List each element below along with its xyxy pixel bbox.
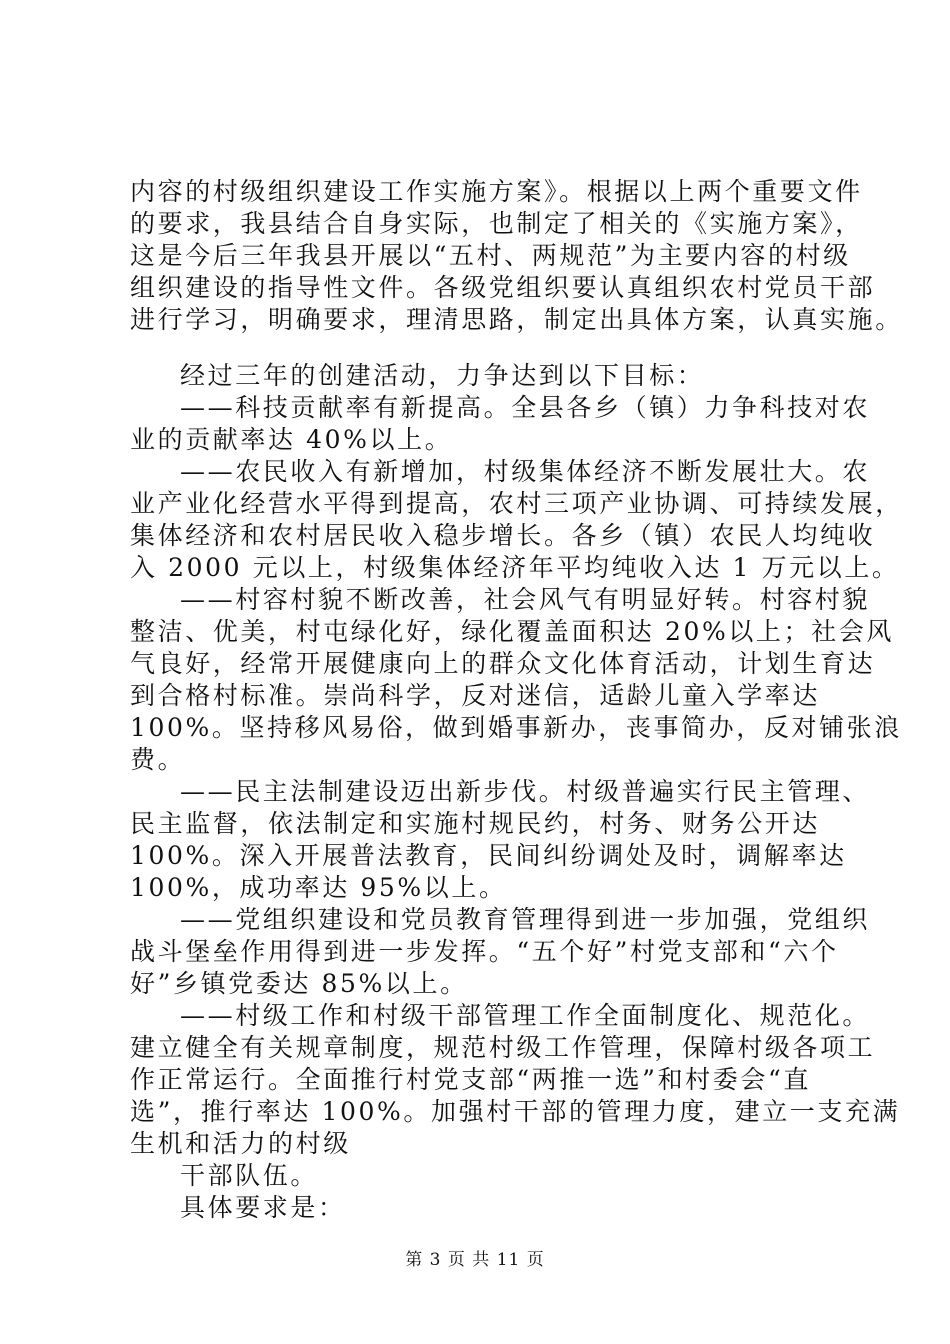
- goal-item-line: ——民主法制建设迈出新步伐。村级普遍实行民主管理、: [180, 777, 871, 806]
- body-text-line: 民主监督，依法制定和实施村规民约，村务、财务公开达: [130, 809, 821, 838]
- body-text-line: 费。: [130, 745, 186, 774]
- body-text-line: 入 2000 元以上，村级集体经济年平均纯收入达 1 万元以上。: [130, 553, 900, 582]
- body-text-line: 干部队伍。: [180, 1161, 319, 1190]
- body-text-line: 气良好，经常开展健康向上的群众文化体育活动，计划生育达: [130, 649, 876, 678]
- body-text-line: 集体经济和农村居民收入稳步增长。各乡（镇）农民人均纯收: [130, 521, 876, 550]
- goal-item-line: ——科技贡献率有新提高。全县各乡（镇）力争科技对农: [180, 393, 871, 422]
- body-text-line: 业的贡献率达 40%以上。: [130, 425, 453, 454]
- goal-item-line: ——村级工作和村级干部管理工作全面制度化、规范化。: [180, 1001, 871, 1030]
- body-text-line: 业产业化经营水平得到提高，农村三项产业协调、可持续发展，: [130, 489, 903, 518]
- body-text-line: 进行学习，明确要求，理清思路，制定出具体方案，认真实施。: [130, 305, 903, 334]
- body-text-line: 100%。坚持移风易俗，做到婚事新办，丧事简办，反对铺张浪: [130, 713, 902, 742]
- body-text-line: 好”乡镇党委达 85%以上。: [130, 969, 468, 998]
- body-text-line: 这是今后三年我县开展以“五村、两规范”为主要内容的村级: [130, 241, 851, 270]
- body-text-line: 建立健全有关规章制度，规范村级工作管理，保障村级各项工: [130, 1033, 876, 1062]
- page-number-footer: 第 3 页 共 11 页: [405, 1250, 545, 1270]
- body-text-line: 到合格村标准。崇尚科学，反对迷信，适龄儿童入学率达: [130, 681, 821, 710]
- body-text-line: 作正常运行。全面推行村党支部“两推一选”和村委会“直: [130, 1065, 811, 1094]
- body-text-line: 战斗堡垒作用得到进一步发挥。“五个好”村党支部和“六个: [130, 937, 839, 966]
- body-text-line: 的要求，我县结合自身实际，也制定了相关的《实施方案》，: [130, 209, 863, 238]
- body-text-line: 整洁、优美，村屯绿化好，绿化覆盖面积达 20%以上；社会风: [130, 617, 894, 646]
- goal-item-line: ——党组织建设和党员教育管理得到进一步加强，党组织: [180, 905, 871, 934]
- goal-item-line: ——村容村貌不断改善，社会风气有明显好转。村容村貌: [180, 585, 871, 614]
- body-text-line: 选”，推行率达 100%。加强村干部的管理力度，建立一支充满: [130, 1097, 901, 1126]
- body-text-line: 100%，成功率达 95%以上。: [130, 873, 507, 902]
- body-text-line: 生机和活力的村级: [130, 1129, 351, 1158]
- body-text-line: 内容的村级组织建设工作实施方案》。根据以上两个重要文件: [130, 177, 863, 206]
- goals-intro-line: 经过三年的创建活动，力争达到以下目标：: [180, 361, 705, 390]
- body-text-line: 具体要求是：: [180, 1193, 346, 1222]
- body-text-line: 100%。深入开展普法教育，民间纠纷调处及时，调解率达: [130, 841, 847, 870]
- body-text-line: 组织建设的指导性文件。各级党组织要认真组织农村党员干部: [130, 273, 876, 302]
- goal-item-line: ——农民收入有新增加，村级集体经济不断发展壮大。农: [180, 457, 871, 486]
